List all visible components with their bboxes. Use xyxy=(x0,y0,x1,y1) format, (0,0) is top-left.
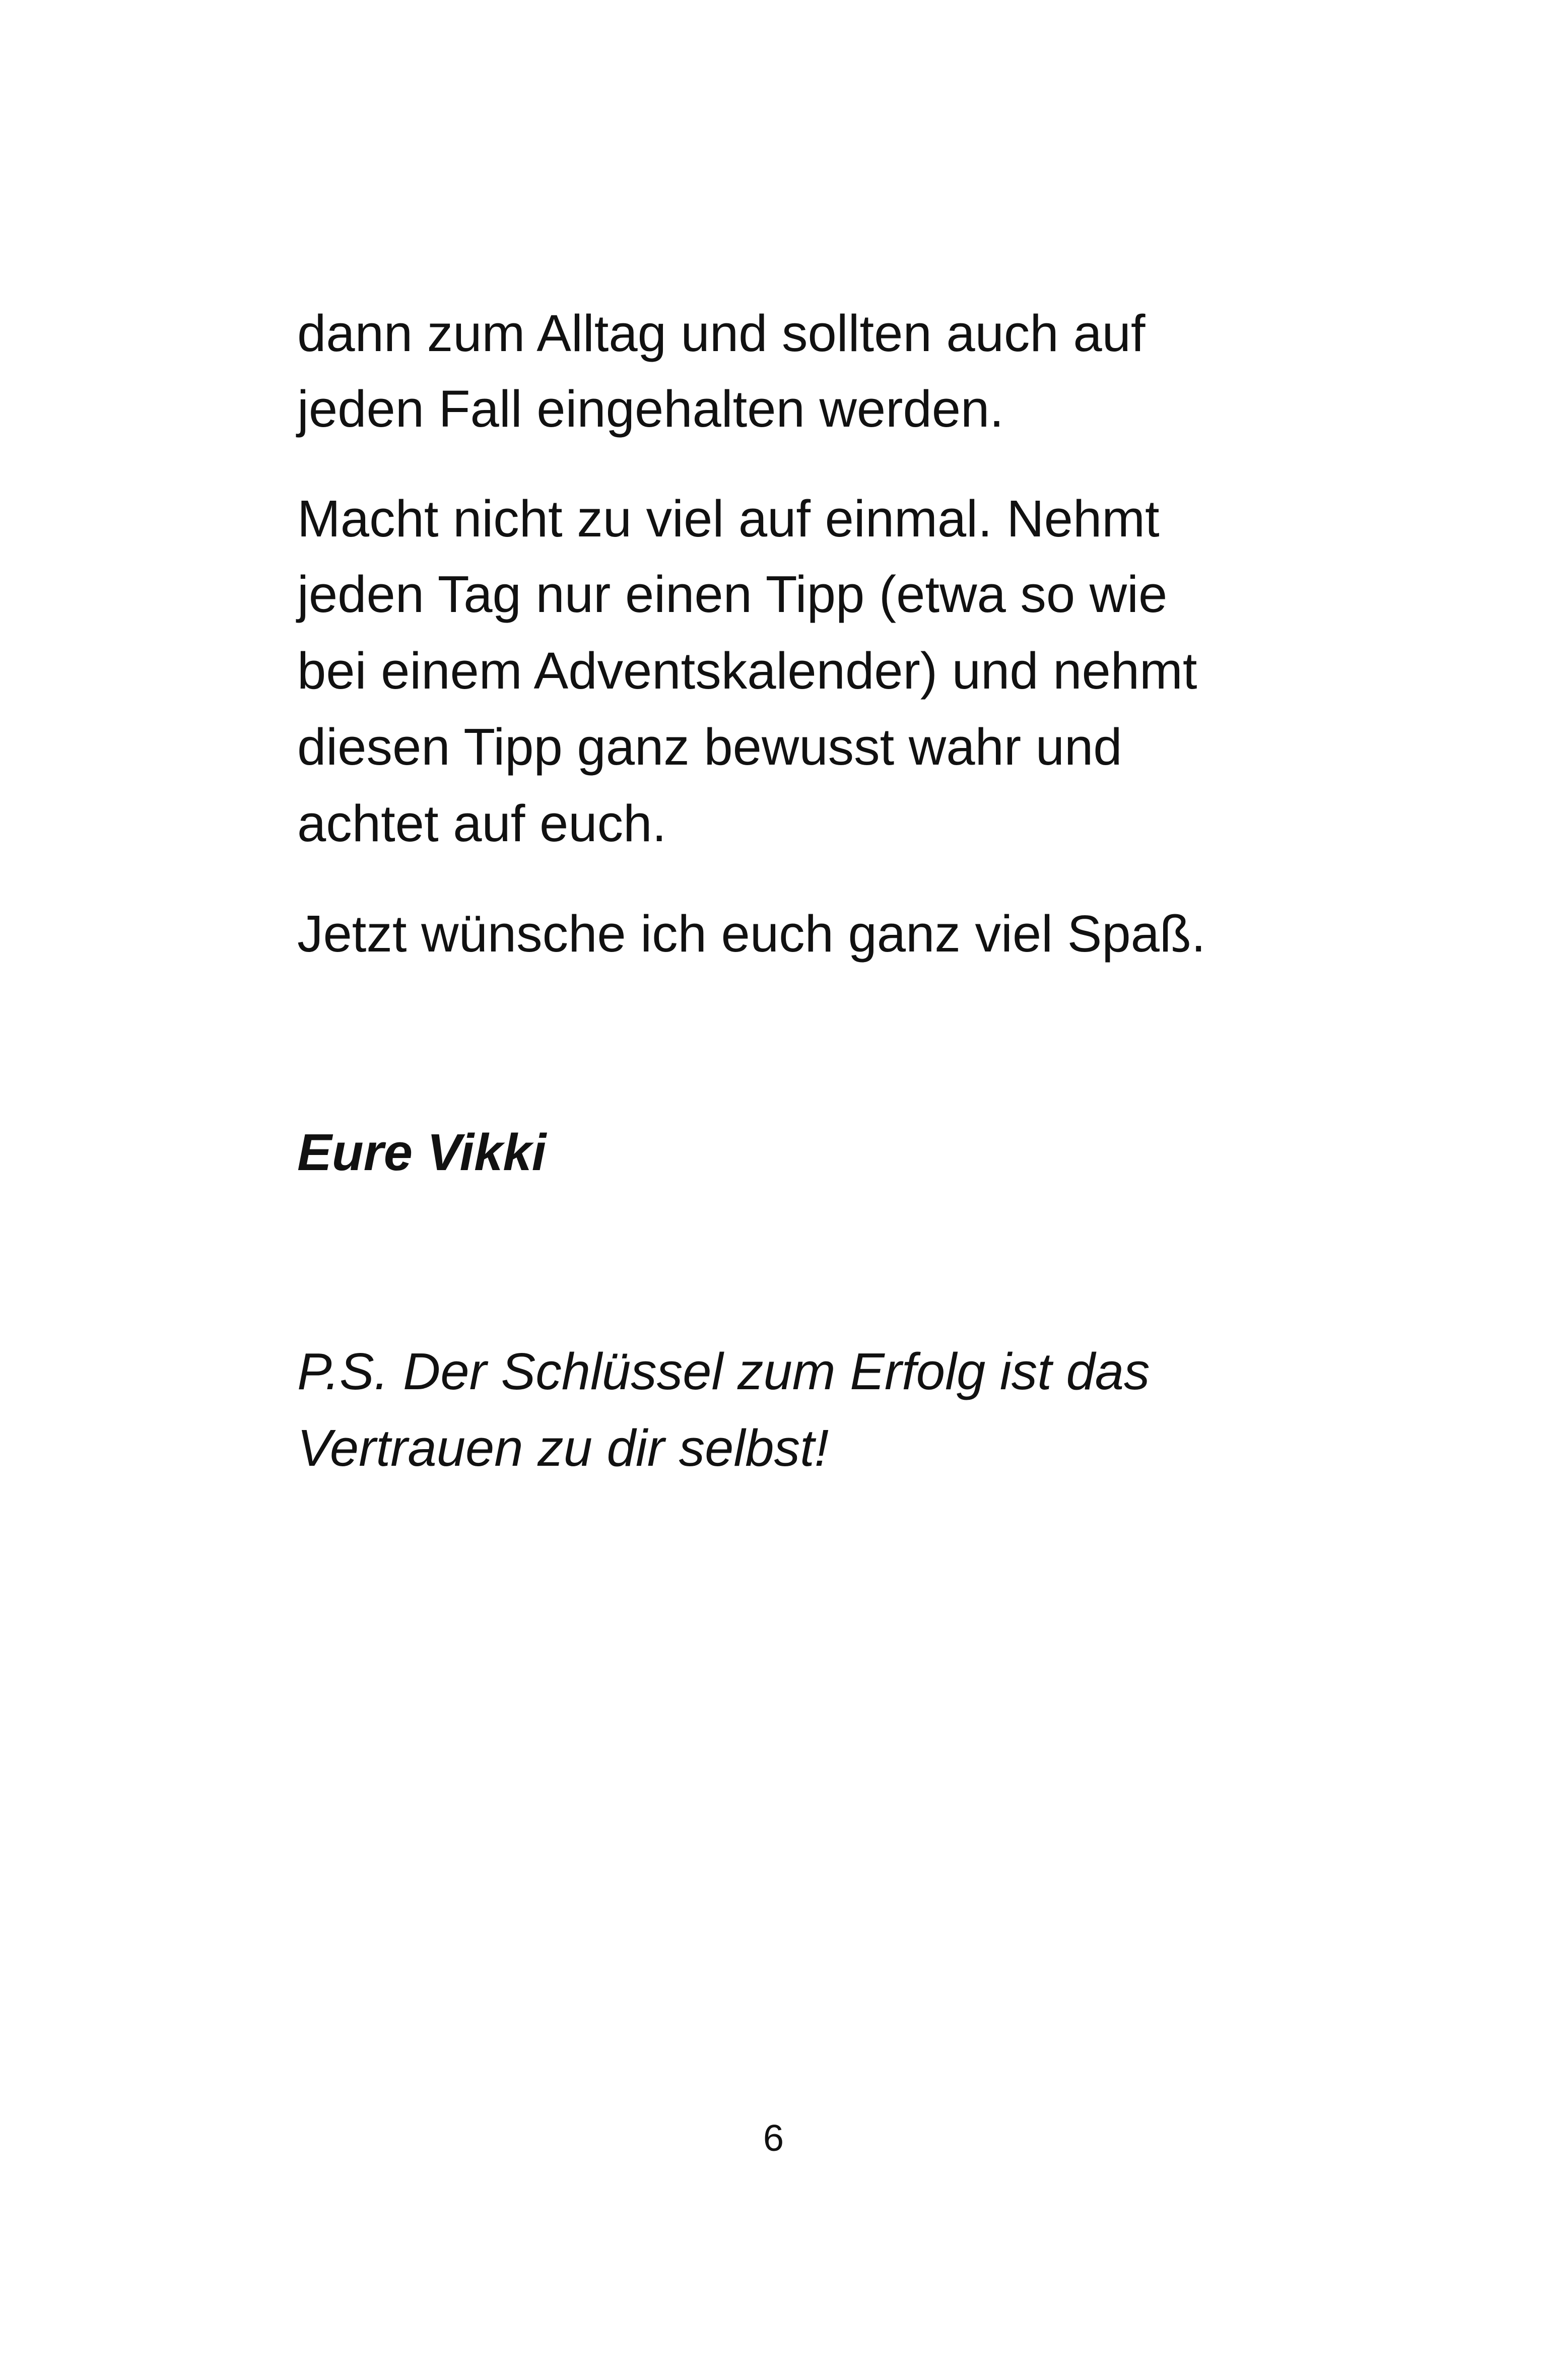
body-text-line: dann zum Alltag und sollten auch auf xyxy=(297,304,1146,362)
body-text-line: jeden Tag nur einen Tipp (etwa so wie xyxy=(297,565,1168,623)
body-text-line: Macht nicht zu viel auf einmal. Nehmt xyxy=(297,490,1160,548)
postscript-line: P.S. Der Schlüssel zum Erfolg ist das xyxy=(297,1342,1150,1400)
page-number: 6 xyxy=(763,2117,784,2159)
body-text-line: achtet auf euch. xyxy=(297,794,666,852)
signature: Eure Vikki xyxy=(297,1123,547,1181)
postscript-line: Vertrauen zu dir selbst! xyxy=(297,1419,829,1477)
body-text-line: diesen Tipp ganz bewusst wahr und xyxy=(297,718,1122,776)
body-text-line: Jetzt wünsche ich euch ganz viel Spaß. xyxy=(297,905,1206,963)
body-text-line: bei einem Adventskalender) und nehmt xyxy=(297,642,1197,700)
body-text-line: jeden Fall eingehalten werden. xyxy=(297,380,1004,438)
